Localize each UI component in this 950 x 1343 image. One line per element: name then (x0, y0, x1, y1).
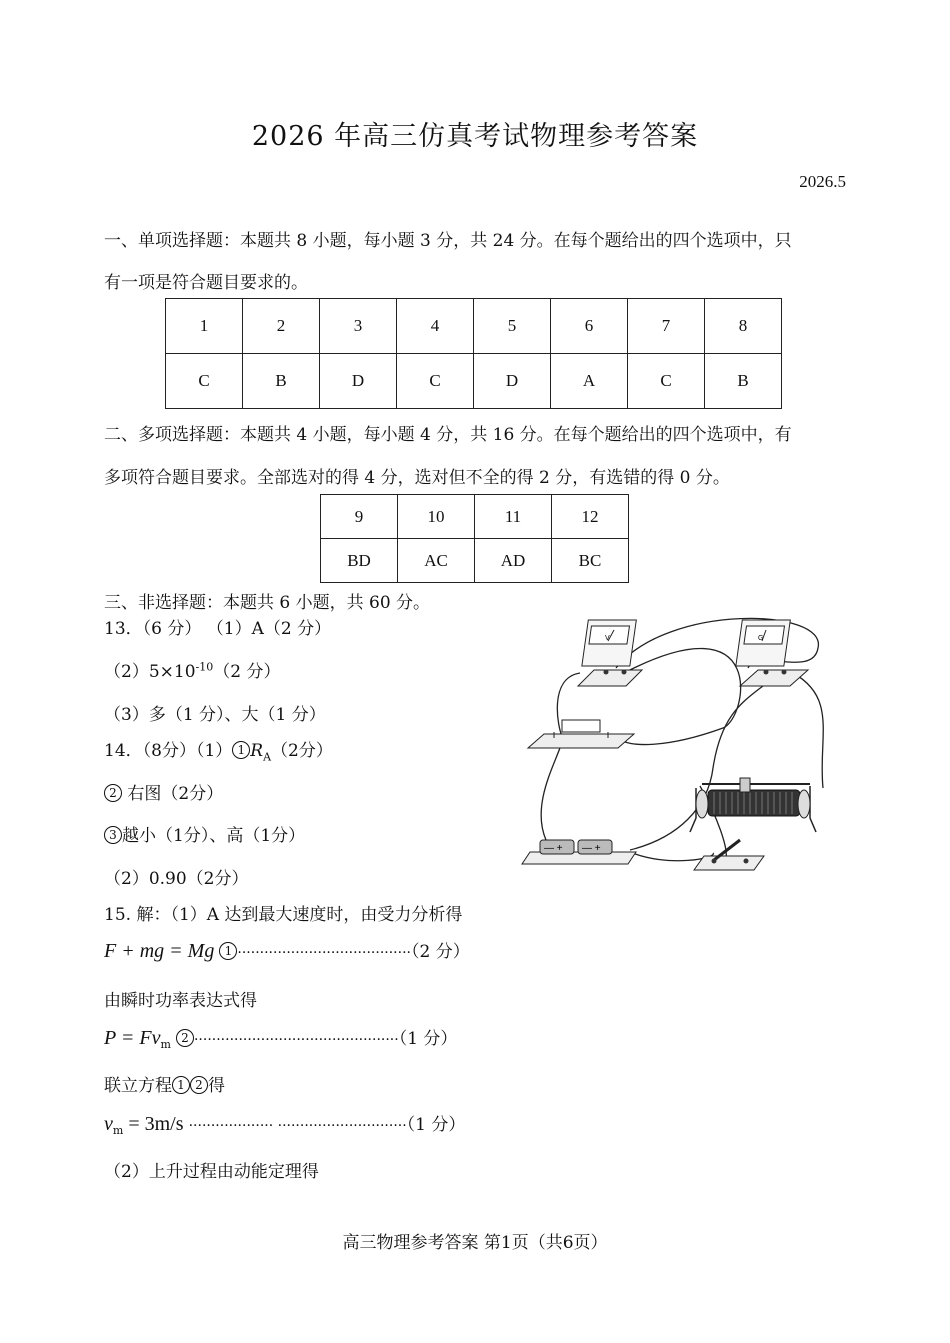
page-footer: 高三物理参考答案 第1页（共6页） (342, 1233, 608, 1253)
q14-line3-text: 越小（1分）、高（1分） (122, 826, 306, 846)
meter-label: G (758, 635, 764, 642)
equation-2-sub: m (160, 1038, 171, 1052)
wire (793, 673, 823, 788)
switch-icon (694, 840, 764, 870)
table-row (321, 539, 629, 583)
equation-1-body: F + mg = Mg (104, 940, 215, 962)
answer-cell: AD (475, 539, 552, 583)
score-label: （2 分） (410, 942, 470, 962)
circled-number: 1 (172, 1076, 190, 1094)
score-label: （1 分） (406, 1115, 466, 1135)
equation-2-body: P = Fv (104, 1027, 161, 1049)
circuit-diagram (518, 608, 848, 880)
answer-cell: B (243, 354, 320, 409)
q14-resistor-var: R (250, 741, 264, 761)
answer-cell: AC (398, 539, 475, 583)
q13-line2-pre: （2）5×10 (104, 662, 196, 682)
question-number: 9 (321, 495, 398, 539)
q15-para2-post: 得 (208, 1076, 225, 1096)
section2-heading: 二、多项选择题：本题共 4 小题，每小题 4 分，共 16 分。在每个题给出的四个选项中，有 (104, 425, 792, 445)
q15-para2 (104, 1071, 225, 1096)
circled-number: 2 (104, 784, 122, 802)
wire (630, 852, 713, 861)
question-number: 5 (474, 299, 551, 354)
question-number: 10 (398, 495, 475, 539)
circled-number: 3 (104, 826, 122, 844)
answer-cell: C (628, 354, 705, 409)
question-number: 1 (166, 299, 243, 354)
equation-2 (104, 1024, 457, 1051)
table-row (166, 299, 782, 354)
section3-heading: 三、非选择题：本题共 6 小题，共 60 分。 (104, 593, 431, 613)
q14-line1 (104, 736, 333, 763)
q15-para3: （2）上升过程由动能定理得 (104, 1162, 319, 1182)
q13-line3: （3）多（1 分）、大（1 分） (104, 705, 326, 725)
answer-cell: C (397, 354, 474, 409)
section1-heading-cont: 有一项是符合题目要求的。 (104, 273, 308, 293)
q15-para1: 由瞬时功率表达式得 (104, 991, 257, 1011)
single-choice-answer-table (165, 298, 782, 409)
q13-line2 (104, 657, 280, 682)
table-row (166, 354, 782, 409)
svg-text:— +: — + (582, 843, 601, 854)
circled-number: 2 (176, 1029, 194, 1047)
answer-cell: D (320, 354, 397, 409)
q14-line2 (104, 779, 223, 804)
battery-icon (522, 840, 636, 864)
section1-heading: 一、单项选择题：本题共 8 小题，每小题 3 分，共 24 分。在每个题给出的四个选项中，只 (104, 231, 792, 251)
q14-line2-text: 右图（2分） (122, 784, 224, 804)
answer-cell: B (705, 354, 782, 409)
answer-cell: A (551, 354, 628, 409)
answer-cell: BD (321, 539, 398, 583)
wire (630, 673, 778, 850)
question-number: 11 (475, 495, 552, 539)
q14-line1-pre: 14．（8分）（1） (104, 741, 233, 761)
equation-3 (104, 1110, 465, 1137)
answer-cell: D (474, 354, 551, 409)
q15-line1: 15. 解：（1）A 达到最大速度时，由受力分析得 (104, 905, 463, 925)
q13-line2-post: （2 分） (213, 662, 281, 682)
svg-text:— +: — + (544, 843, 563, 854)
score-label: （1 分） (398, 1029, 458, 1049)
q13-line1: 13．（6 分） （1）A（2 分） (104, 619, 332, 639)
leader-dots: ······································· (237, 945, 411, 961)
table-row (321, 495, 629, 539)
q15-para2-pre: 联立方程 (104, 1076, 172, 1096)
circled-number: 1 (232, 741, 250, 759)
circled-number: 2 (190, 1076, 208, 1094)
galvanometer-icon (736, 620, 808, 686)
equation-1 (104, 937, 470, 963)
equation-3-var: v (104, 1113, 113, 1135)
meter-label: V (605, 635, 610, 642)
answer-cell: BC (552, 539, 629, 583)
exam-date: 2026.5 (799, 172, 846, 191)
wire (618, 648, 741, 744)
page-title: 2026 年高三仿真考试物理参考答案 (251, 121, 699, 152)
leader-dots: ·············································· (193, 1032, 399, 1048)
multi-choice-answer-table (320, 494, 629, 583)
section2-heading-cont: 多项符合题目要求。全部选对的得 4 分，选对但不全的得 2 分，有选错的得 0 分。 (104, 468, 730, 488)
question-number: 4 (397, 299, 474, 354)
voltmeter-icon (578, 620, 642, 686)
question-number: 6 (551, 299, 628, 354)
resistor-icon (528, 720, 634, 748)
question-number: 3 (320, 299, 397, 354)
q14-line4: （2）0.90（2分） (104, 869, 249, 889)
q13-exponent: -10 (195, 660, 214, 674)
circled-number: 1 (219, 942, 237, 960)
q14-line1-post: （2分） (271, 741, 333, 761)
question-number: 12 (552, 495, 629, 539)
answer-cell: C (166, 354, 243, 409)
equation-3-sub: m (112, 1124, 124, 1138)
wire (541, 673, 580, 840)
question-number: 7 (628, 299, 705, 354)
question-number: 2 (243, 299, 320, 354)
equation-3-rest: = 3m/s (123, 1113, 184, 1135)
question-number: 8 (705, 299, 782, 354)
q14-line3 (104, 821, 305, 846)
q14-resistor-sub: A (263, 750, 272, 764)
leader-dots: ··················· ····························· (188, 1118, 407, 1134)
